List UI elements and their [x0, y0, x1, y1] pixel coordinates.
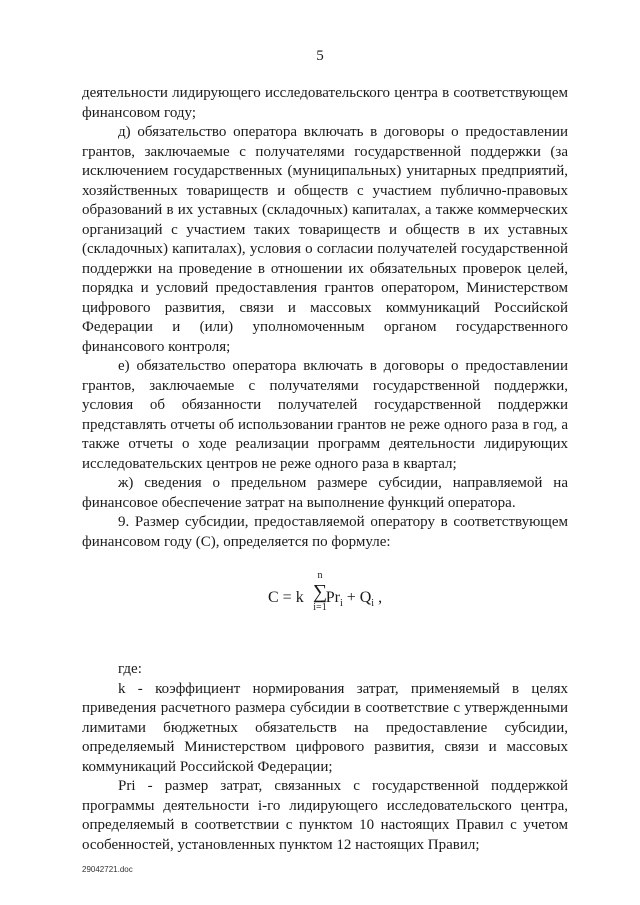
paragraph-continuation: деятельности лидирующего исследовательского центра в соответствующем финансовом году;: [82, 85, 568, 121]
formula-expression: [268, 588, 382, 614]
document-body: [82, 84, 568, 855]
formula: [82, 570, 568, 636]
sum-symbol: ∑: [312, 581, 328, 603]
formula-term-q: + Q: [342, 589, 372, 606]
paragraph-9: 9. Размер субсидии, предоставляемой оператору в соответствующем финансовом году (C), определяется по формуле:: [82, 514, 568, 550]
formula-tail: ,: [374, 589, 383, 606]
page-number: 5: [316, 48, 324, 64]
formula-sub-i: i: [339, 598, 343, 610]
formula-term-pr: Pr: [325, 589, 340, 606]
sum-upper-limit: n: [317, 570, 323, 581]
formula-lhs: C = k: [268, 589, 304, 606]
sum-lower-limit: i=1: [313, 602, 327, 613]
definition-k: k - коэффициент нормирования затрат, применяемый в целях приведения расчетного размера субсидии в соответствие с утвержденными лимитами бюджетных обязательств на предоставление субсидии, определяемый Министерством цифрового развития, связи и массовых коммуникаций Российской Федерации;: [82, 680, 568, 775]
paragraph-d: д) обязательство оператора включать в договоры о предоставлении грантов, заключаемые с получателями государственной поддержки (за исключением государственных (муниципальных) унитарных предприятий, хозяйственных товариществ и обществ с участием публично-правовых образований в их уставных (складочных) капиталах, а также коммерческих организаций с участием таких товариществ и обществ в их уставных (складочных) капиталах), условия о согласии получателей государственной поддержки на проведение в отношении их обязательных проверок целей, порядка и условий предоставления грантов оператором, Министерством цифрового развития, связи и массовых коммуникаций Российской Федерации и (или) уполномоченным органом государственного финансового контроля;: [82, 124, 568, 355]
paragraph-zh: ж) сведения о предельном размере субсидии, направляемой на финансовое обеспечение затрат на выполнение функций оператора.: [82, 475, 568, 511]
footer-filename: 29042721.doc: [82, 865, 133, 874]
definition-pri: Pri - размер затрат, связанных с государственной поддержкой программы деятельности i-го лидирующего исследовательского центра, определяемый в соответствии с пунктом 10 настоящих Правил с учетом особенностей, установленных пунктом 12 настоящих Правил;: [82, 778, 568, 853]
where-label: где:: [118, 661, 142, 677]
formula-sub-i-2: i: [371, 598, 375, 610]
paragraph-e: е) обязательство оператора включать в договоры о предоставлении грантов, заключаемые с получателями государственной поддержки, условия об обязанности получателей государственной поддержки представлять отчеты об использовании грантов не реже одного раза в год, а также отчеты о ходе реализации программ деятельности лидирующих исследовательских центров не реже одного раза в квартал;: [82, 358, 568, 472]
